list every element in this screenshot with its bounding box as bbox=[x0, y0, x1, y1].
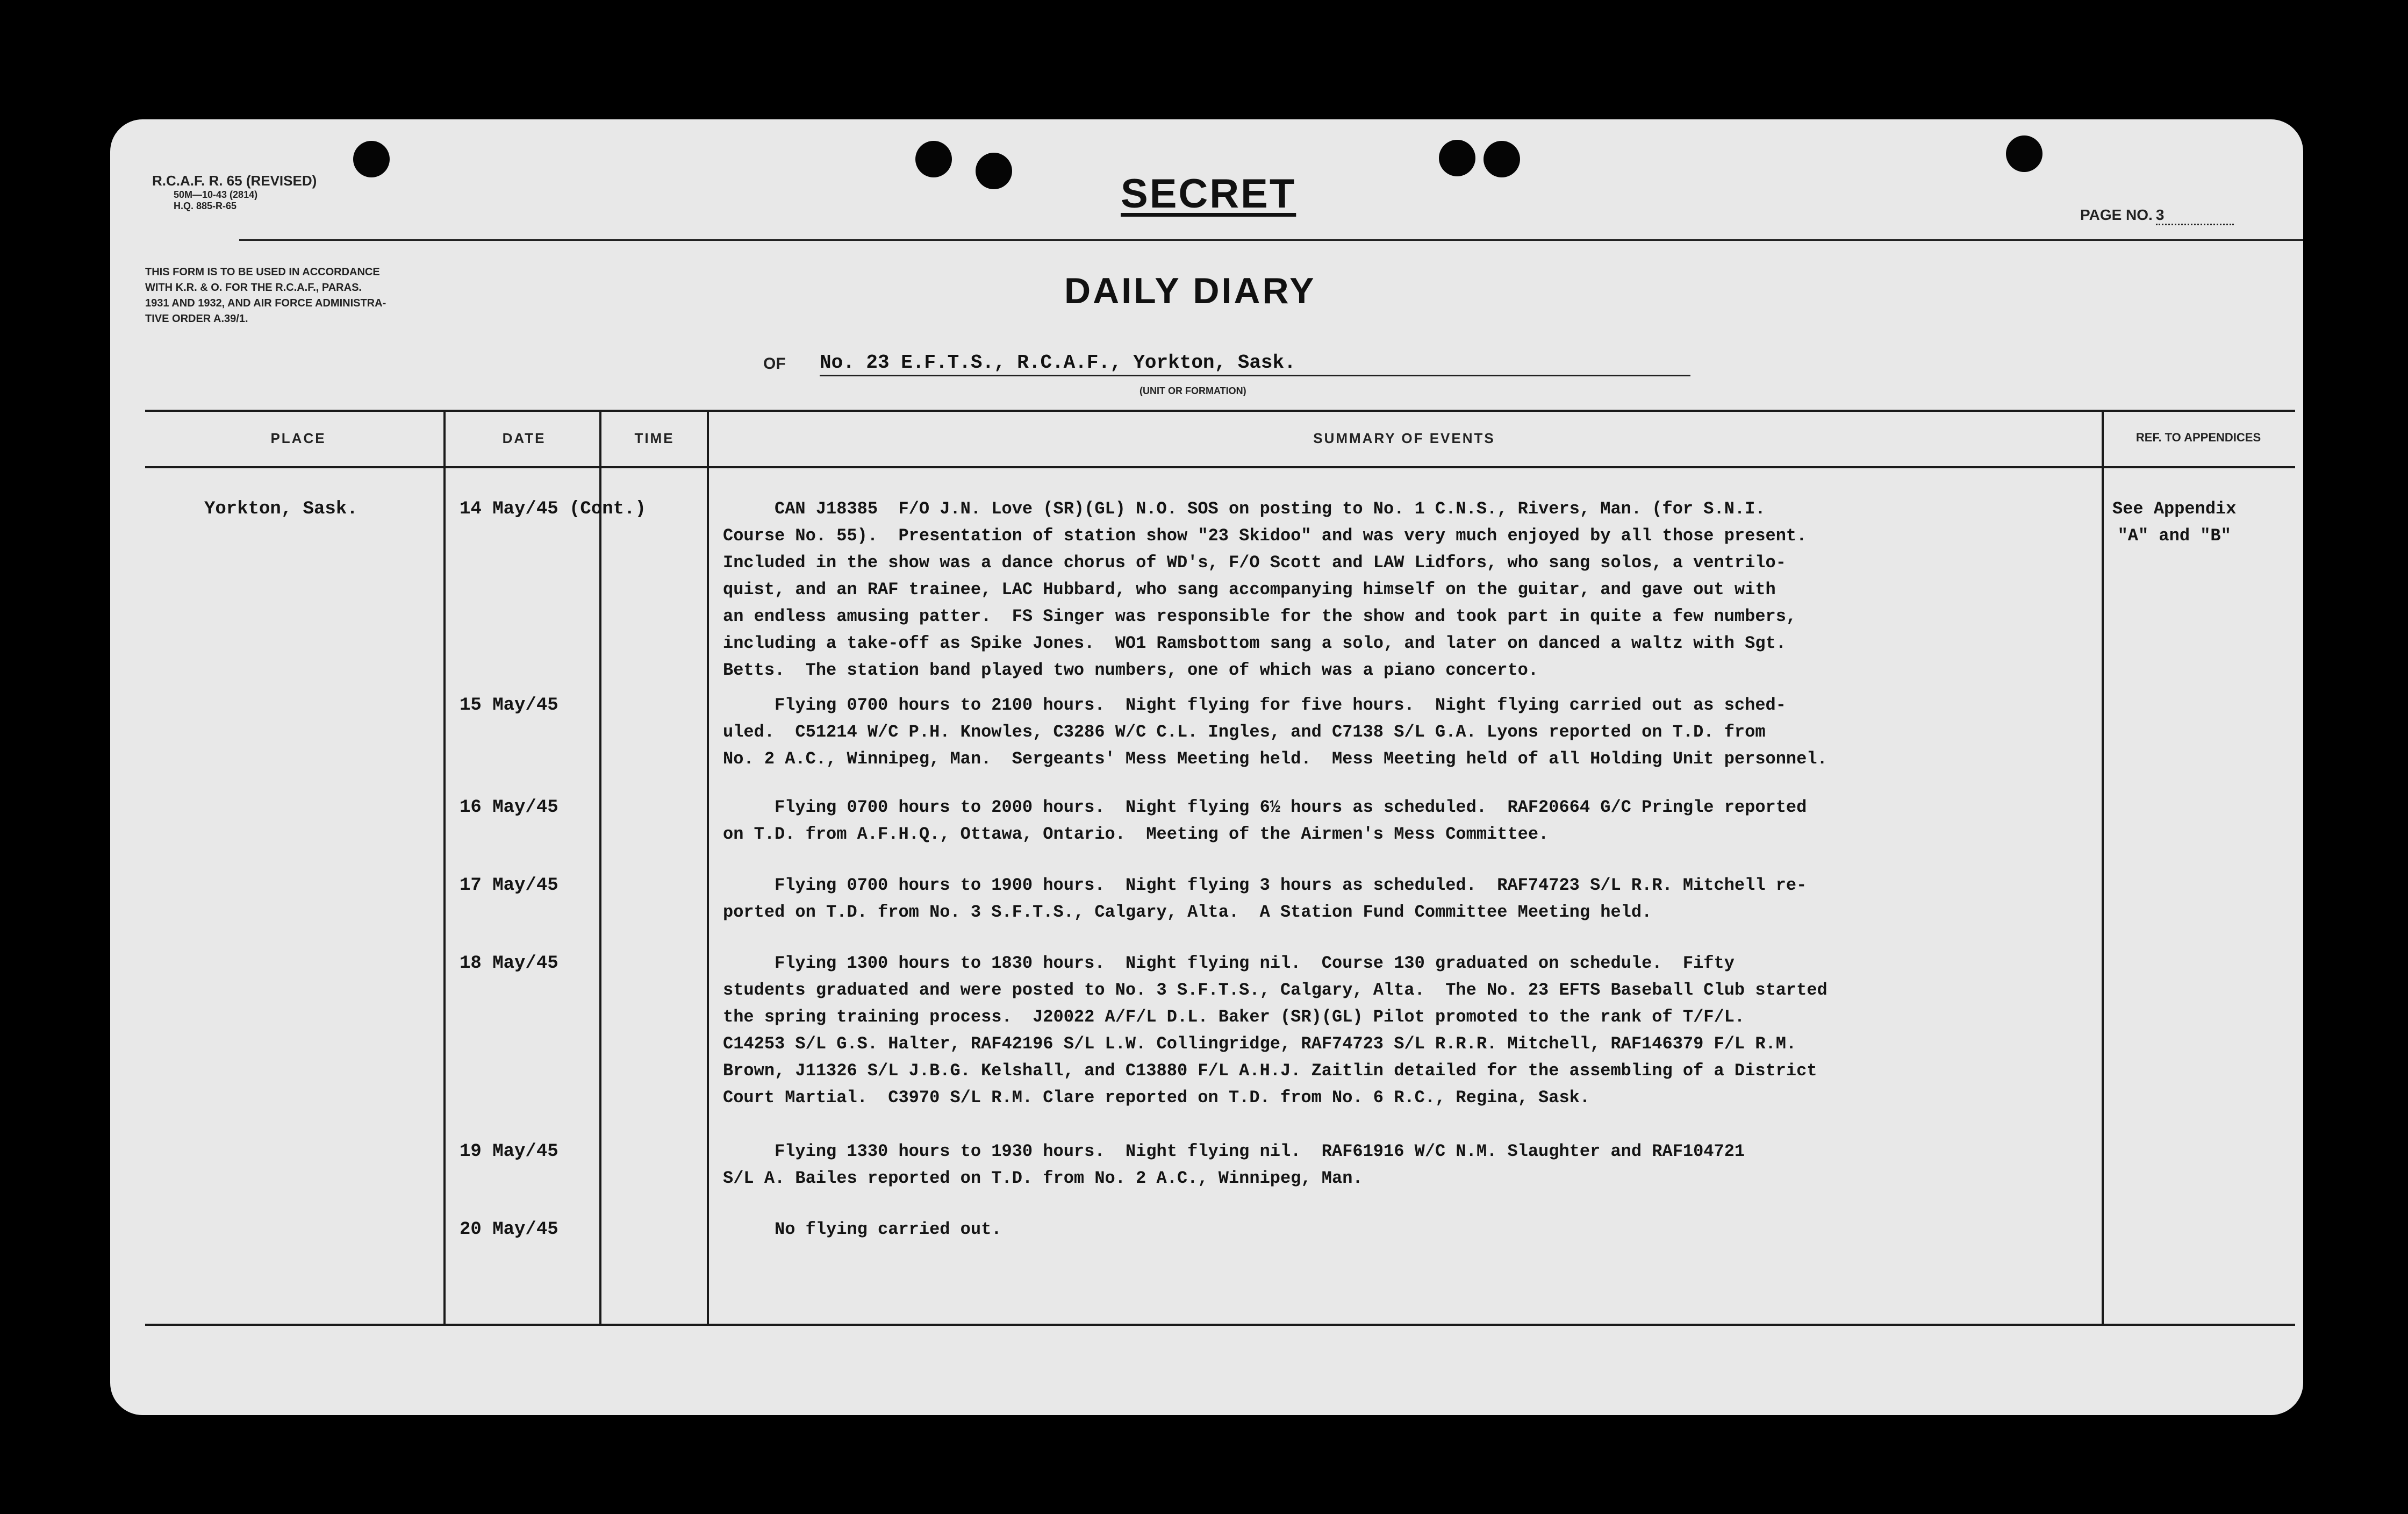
entry-summary: CAN J18385 F/O J.N. Love (SR)(GL) N.O. SOS on posting to No. 1 C.N.S., Rivers, Man. (for S.N.I. Course No. 55). Presentation of station show "23 Skidoo" and was very much enjoyed by all those present. Included in the show was a dance chorus of WD's, F/O Scott and LAW Lidfors, who sang solos, a ventrilo- quist, and an RAF trainee, LAC Hubbard, who sang accompanying himself on the guitar, and gave out with an endless amusing patter. FS Singer was responsible for the show and took part in quite a few numbers, including a take-off as Spike Jones. WO1 Ramsbottom sang a solo, and later on danced a waltz with Sgt. Betts. The station band played two numbers, one of which was a piano concerto. bbox=[723, 499, 1807, 680]
column-header-place: PLACE bbox=[270, 430, 326, 446]
page-number bbox=[2080, 206, 2234, 225]
unit-caption: (UNIT OR FORMATION) bbox=[1140, 385, 1246, 396]
form-id-line: R.C.A.F. R. 65 (REVISED) bbox=[152, 173, 317, 189]
table-bottom-rule bbox=[145, 1324, 2295, 1326]
column-divider bbox=[599, 410, 601, 1324]
entry-summary: Flying 0700 hours to 1900 hours. Night flying 3 hours as scheduled. RAF74723 S/L R.R. Mitchell re- ported on T.D. from No. 3 S.F.T.S., Calgary, Alta. A Station Fund Committee Meeting held. bbox=[723, 875, 1807, 922]
top-rule bbox=[239, 239, 2303, 241]
entry-summary: Flying 1330 hours to 1930 hours. Night flying nil. RAF61916 W/C N.M. Slaughter and RAF104721 S/L A. Bailes reported on T.D. from No. 2 A.C., Winnipeg, Man. bbox=[723, 1141, 1745, 1188]
column-header-time: TIME bbox=[634, 430, 675, 446]
entry-summary: Flying 1300 hours to 1830 hours. Night flying nil. Course 130 graduated on schedule. Fifty students graduated and were posted to No. 3 S.F.T.S., Calgary, Alta. The No. 23 EFTS Baseball Club started the spring training process. J20022 A/F/L D.L. Baker (SR)(GL) Pilot promoted to the rank of T/F/L. C14253 S/L G.S. Halter, RAF42196 S/L L.W. Collingridge, RAF74723 S/L R.R.R. Mitchell, RAF146379 F/L R.M. Brown, J11326 S/L J.B.G. Kelshall, and C13880 F/L A.H.J. Zaitlin detailed for the assembling of a District Court Martial. C3970 S/L R.M. Clare reported on T.D. from No. 6 R.C., Regina, Sask. bbox=[723, 953, 1828, 1108]
entry-date: 20 May/45 bbox=[460, 1219, 558, 1240]
entry-summary: Flying 0700 hours to 2000 hours. Night flying 6½ hours as scheduled. RAF20664 G/C Pringle reported on T.D. from A.F.H.Q., Ottawa, Ontario. Meeting of the Airmen's Mess Committee. bbox=[723, 797, 1807, 844]
appendix-reference: See Appendix "A" and "B" bbox=[2112, 499, 2237, 546]
place-value: Yorkton, Sask. bbox=[204, 499, 358, 519]
entry-summary: No flying carried out. bbox=[723, 1219, 1002, 1239]
form-usage-note: THIS FORM IS TO BE USED IN ACCORDANCE WITH K.R. & O. FOR THE R.C.A.F., PARAS. 1931 AND 1932, AND AIR FORCE ADMINISTRA- TIVE ORDER A.39/1. bbox=[145, 266, 386, 325]
entry-summary: Flying 0700 hours to 2100 hours. Night flying for five hours. Night flying carried out as sched- uled. C51214 W/C P.H. Knowles, C3286 W/C C.L. Ingles, and C7138 S/L G.A. Lyons reported on T.D. from No. 2 A.C., Winnipeg, Man. Sergeants' Mess Meeting held. Mess Meeting held of all Holding Unit personnel. bbox=[723, 695, 1828, 769]
punch-hole bbox=[353, 141, 390, 177]
page-title: DAILY DIARY bbox=[1064, 270, 1316, 311]
page-number-value: 3 bbox=[2156, 206, 2234, 225]
entry-date: 16 May/45 bbox=[460, 797, 558, 818]
table-top-rule bbox=[145, 410, 2295, 412]
entry-date: 14 May/45 (Cont.) bbox=[460, 499, 646, 519]
of-label: OF bbox=[763, 355, 786, 373]
form-identifier bbox=[152, 173, 317, 211]
form-id-line: H.Q. 885-R-65 bbox=[174, 200, 237, 211]
column-header-ref: REF. TO APPENDICES bbox=[2135, 431, 2261, 444]
column-header-date: DATE bbox=[502, 430, 546, 446]
column-divider bbox=[443, 410, 446, 1324]
punch-hole bbox=[1439, 140, 1475, 176]
page-number-label: PAGE NO. bbox=[2080, 206, 2153, 223]
column-header-summary: SUMMARY OF EVENTS bbox=[1313, 430, 1495, 446]
unit-name: No. 23 E.F.T.S., R.C.A.F., Yorkton, Sask. bbox=[820, 352, 1690, 376]
form-id-line: 50M—10-43 (2814) bbox=[174, 189, 258, 200]
entry-date: 18 May/45 bbox=[460, 953, 558, 974]
entry-date: 17 May/45 bbox=[460, 875, 558, 896]
punch-hole bbox=[2006, 135, 2042, 172]
punch-hole bbox=[976, 153, 1012, 189]
table-header-rule bbox=[145, 466, 2295, 468]
diary-card bbox=[110, 119, 2303, 1415]
column-divider bbox=[2102, 410, 2104, 1324]
column-divider bbox=[707, 410, 709, 1324]
secret-heading: SECRET bbox=[1121, 171, 1296, 217]
entry-date: 15 May/45 bbox=[460, 695, 558, 716]
punch-hole bbox=[915, 141, 952, 177]
punch-hole bbox=[1484, 141, 1520, 177]
entry-date: 19 May/45 bbox=[460, 1141, 558, 1162]
